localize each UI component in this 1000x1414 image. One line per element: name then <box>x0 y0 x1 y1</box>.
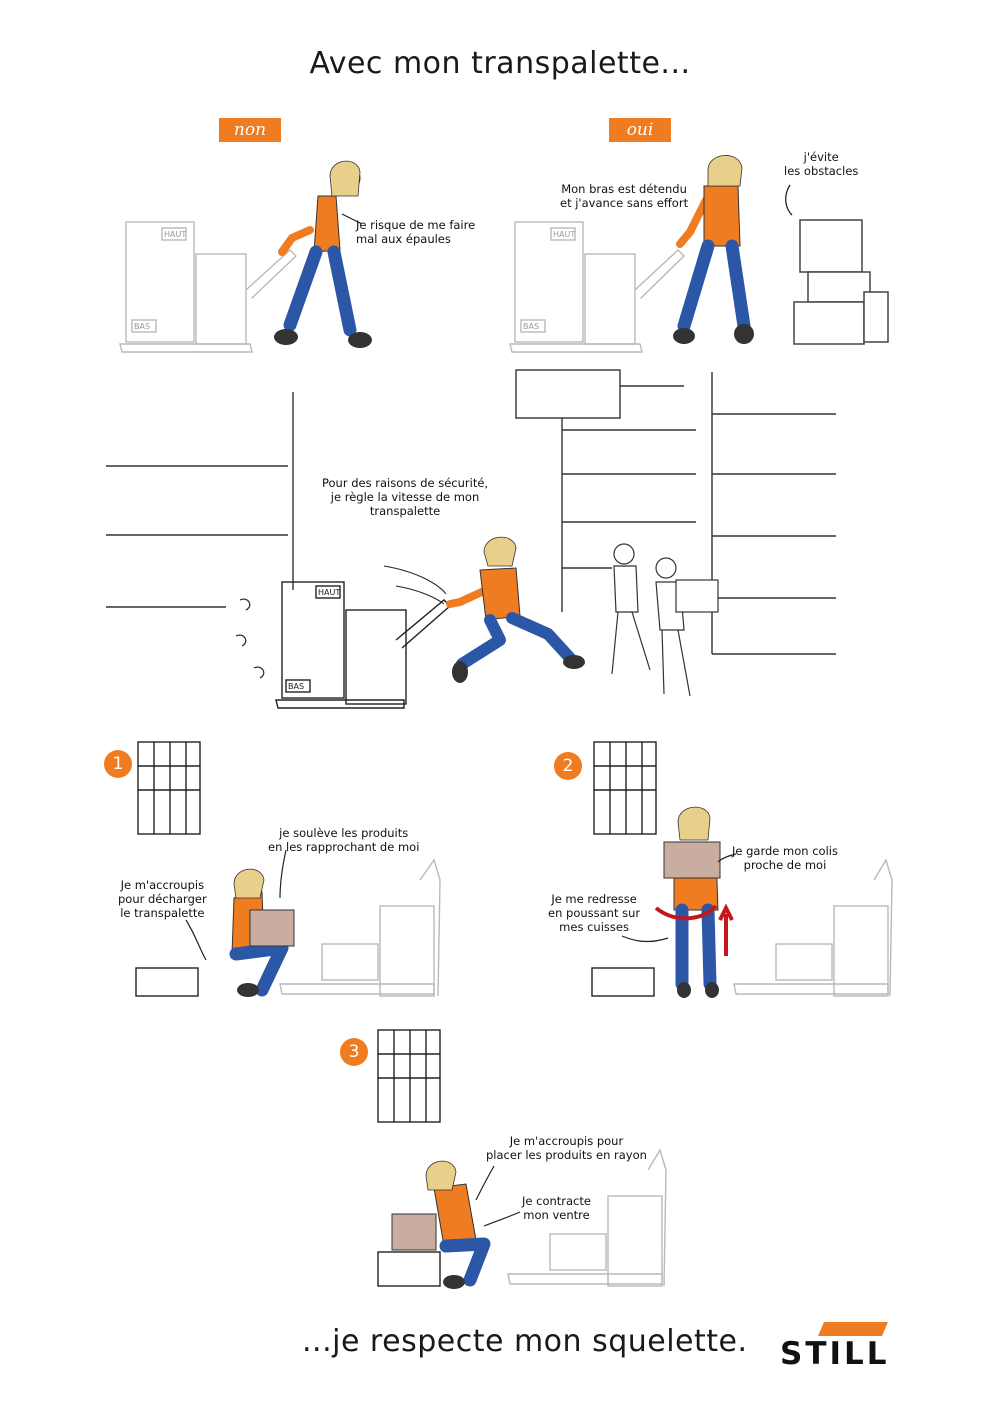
pallet-truck-left <box>120 222 296 352</box>
caption-lift-close: je soulève les produits en les rapprochant de moi <box>268 826 420 854</box>
caption-speed: Pour des raisons de sécurité, je règle la vitesse de mon transpalette <box>322 476 489 518</box>
box-label-bottom-2: BAS <box>523 322 540 331</box>
badge-no: non <box>219 118 281 142</box>
caption-contract: Je contracte mon ventre <box>522 1194 591 1222</box>
box-label-bottom: BAS <box>134 322 151 331</box>
caption-shoulders: Je risque de me faire mal aux épaules <box>356 218 476 246</box>
caption-straighten: Je me redresse en poussant sur mes cuisses <box>548 892 641 934</box>
step-2-badge: 2 <box>554 752 582 780</box>
caption-crouch-unload: Je m'accroupis pour décharger le transpalette <box>118 878 207 920</box>
badge-yes: oui <box>609 118 671 142</box>
pedestrians <box>612 544 718 696</box>
step-3-badge: 3 <box>340 1038 368 1066</box>
worker-step2 <box>664 807 720 998</box>
caption-keep-parcel: Je garde mon colis proche de moi <box>732 844 838 872</box>
step1-shelves <box>136 742 200 996</box>
poster-title: Avec mon transpalette... <box>309 46 691 81</box>
step-1-badge: 1 <box>104 750 132 778</box>
caption-crouch-shelf: Je m'accroupis pour placer les produits en rayon <box>486 1134 647 1162</box>
pallet-truck-right <box>510 222 684 352</box>
caption-avoid-obstacles: j'évite les obstacles <box>784 150 859 178</box>
logo-text: STILL <box>780 1336 890 1372</box>
step2-truck <box>734 860 892 996</box>
step2-shelves <box>592 742 656 996</box>
caption-arm-relaxed: Mon bras est détendu et j'avance sans effort <box>560 182 689 210</box>
logo-stripe <box>818 1322 888 1336</box>
box-label-top-2: HAUT <box>553 230 576 239</box>
pallet-truck-running <box>236 566 450 708</box>
box-label-top-3: HAUT <box>318 588 341 597</box>
up-arrow <box>720 908 732 956</box>
box-label-top: HAUT <box>164 230 187 239</box>
obstacle-boxes <box>794 220 888 344</box>
worker-strained <box>274 161 372 348</box>
box-label-bottom-3: BAS <box>288 682 305 691</box>
step1-truck <box>280 860 440 996</box>
worker-step1 <box>232 869 294 997</box>
worker-running <box>450 537 585 683</box>
poster-tagline: ...je respecte mon squelette. <box>302 1324 748 1359</box>
arrow-obstacles <box>786 185 792 215</box>
worker-step3 <box>392 1161 484 1289</box>
